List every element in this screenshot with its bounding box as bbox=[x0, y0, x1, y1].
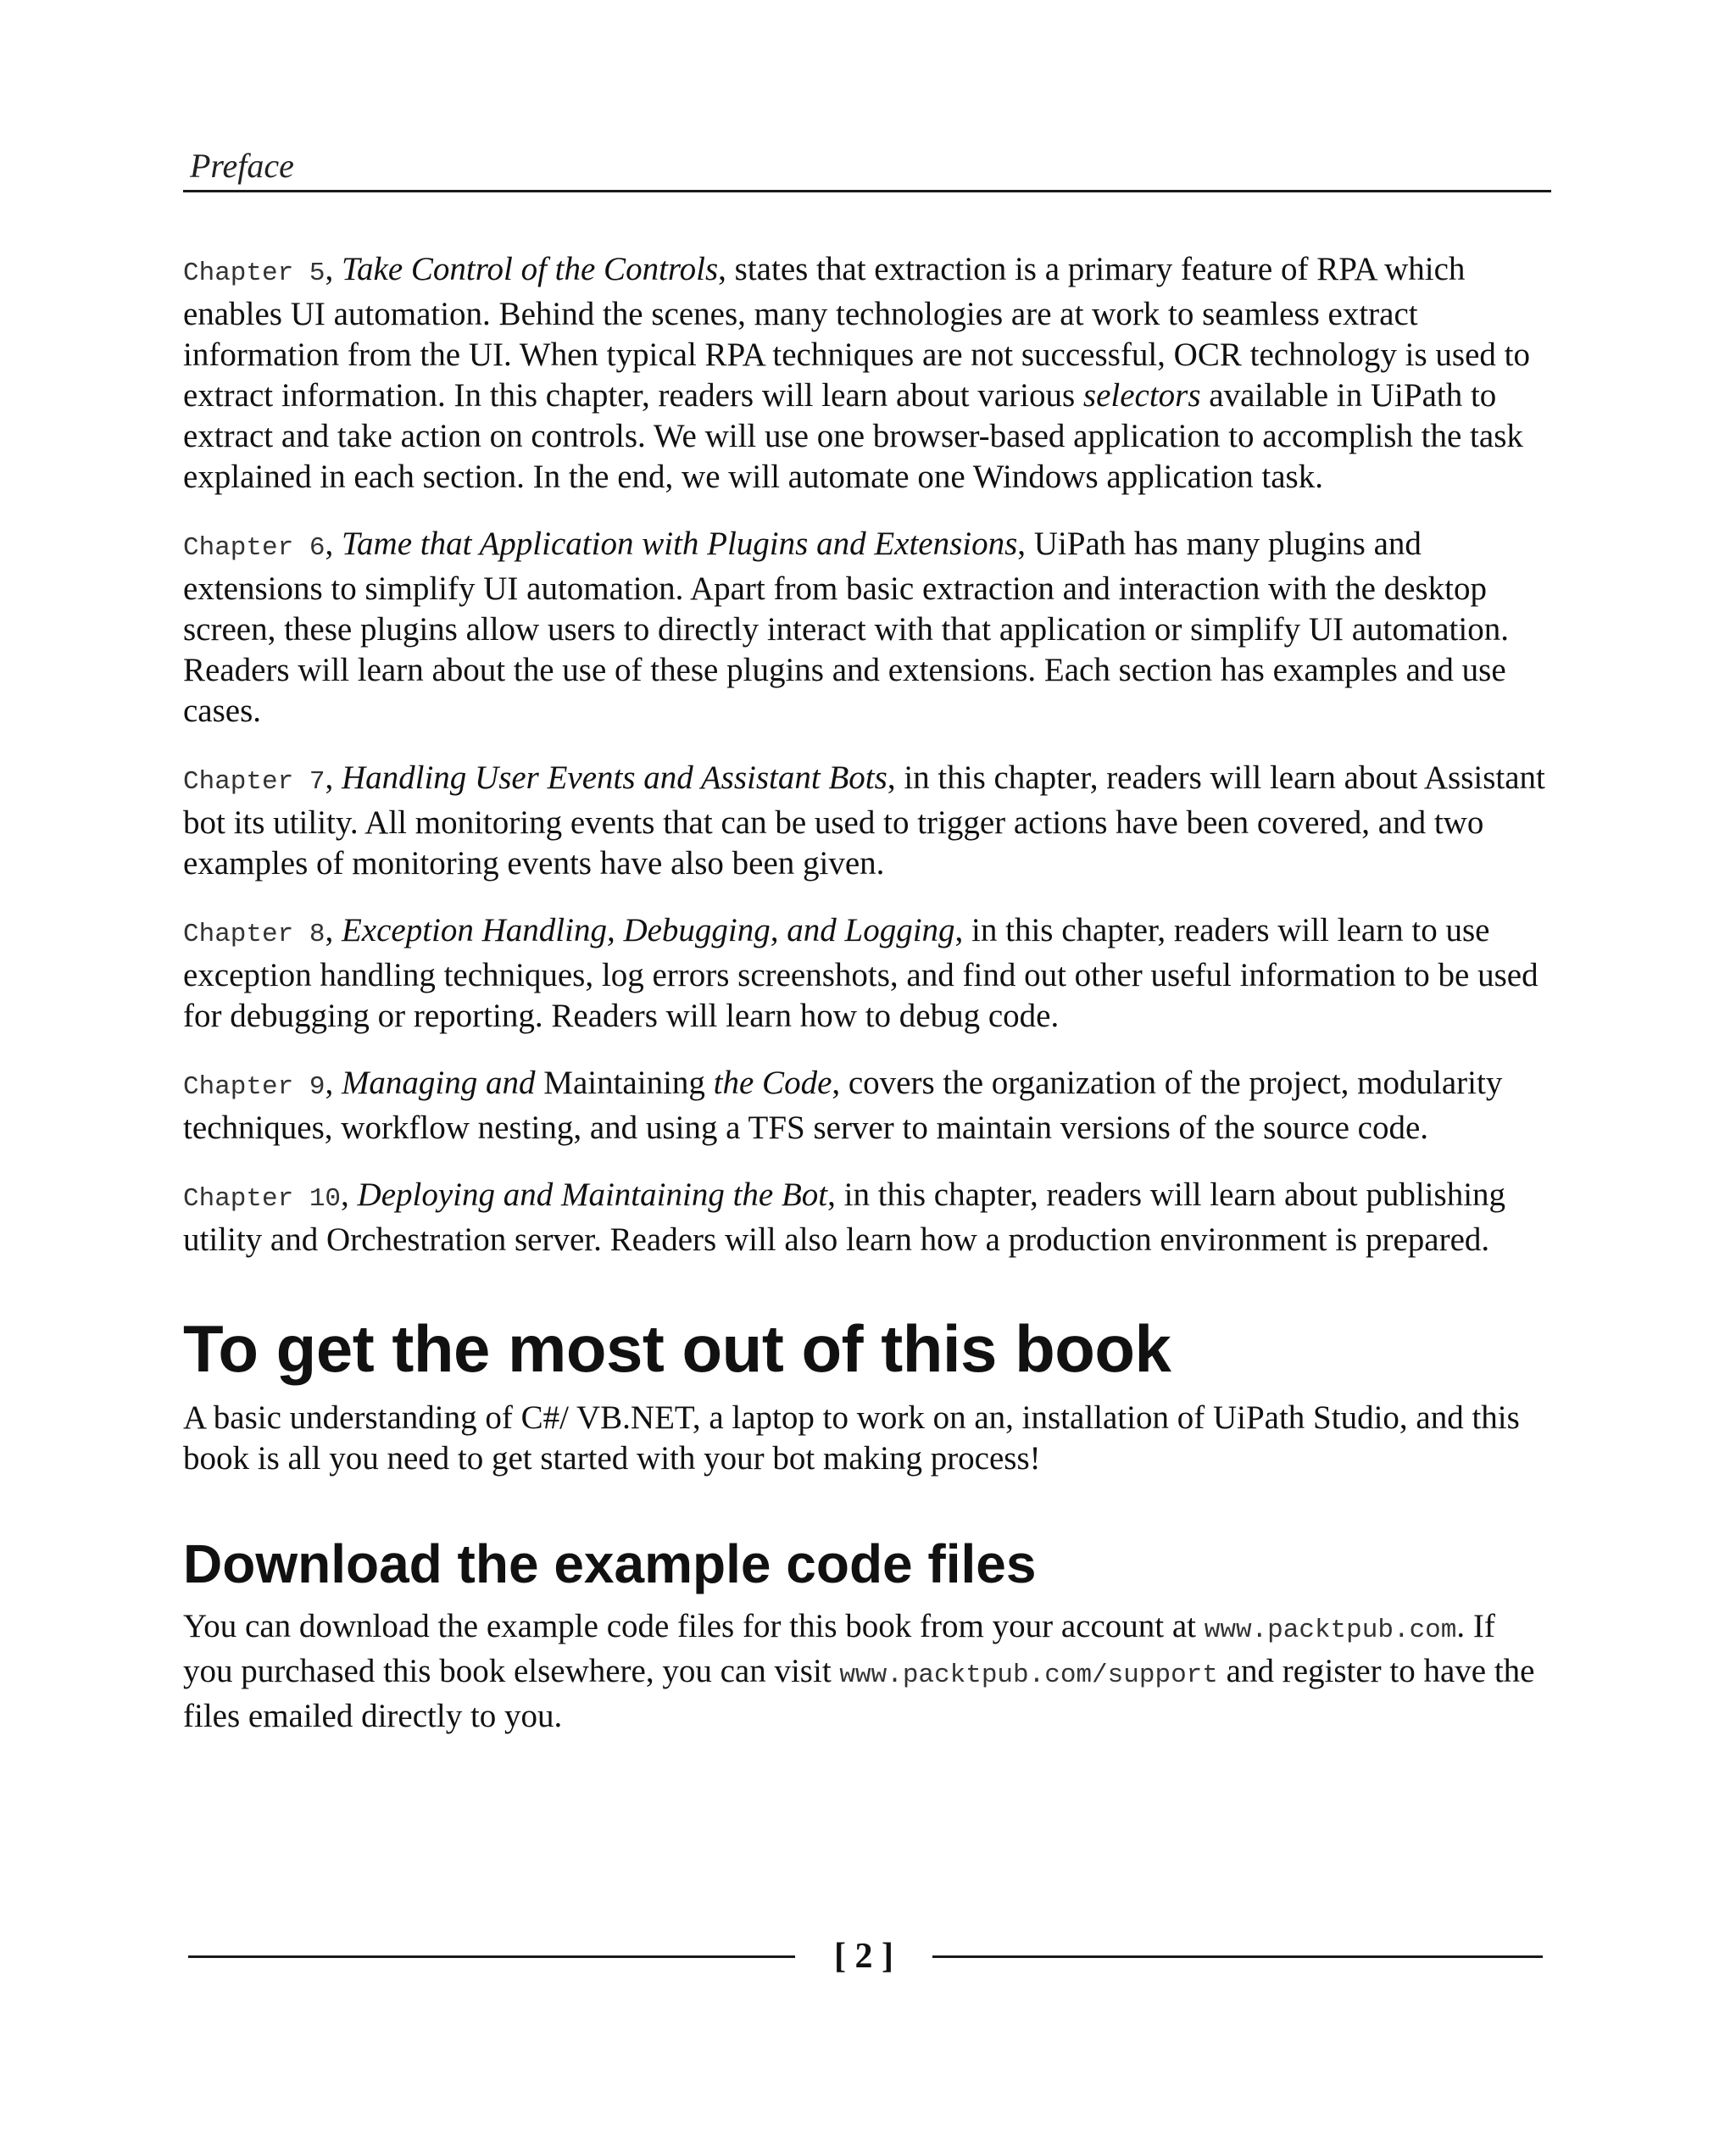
chapter-title-part-1: Managing and bbox=[341, 1065, 536, 1101]
packtpub-link[interactable]: www.packtpub.com bbox=[1204, 1616, 1457, 1645]
page-number: [ 2 ] bbox=[834, 1937, 893, 1976]
chapter-inline-emphasis: selectors bbox=[1082, 377, 1201, 414]
chapter-text: , in this chapter, readers will learn to use exception handling techniques, log errors screenshots, and find out other useful information to be used for debugging or reporting. Readers will learn how to debug code. bbox=[183, 912, 1538, 1034]
chapter-7-summary bbox=[183, 758, 1551, 884]
chapter-text: , in this chapter, readers will learn about publishing utility and Orchestration server. Readers will also learn how a production environment is prepared. bbox=[183, 1176, 1506, 1258]
chapter-code: Chapter 7 bbox=[183, 767, 326, 797]
comma: , bbox=[325, 251, 342, 287]
chapter-title: Handling User Events and Assistant Bots bbox=[341, 759, 887, 796]
section-heading-most-out: To get the most out of this book bbox=[183, 1311, 1171, 1386]
packtpub-support-link[interactable]: www.packtpub.com/support bbox=[839, 1660, 1218, 1690]
chapter-6-summary bbox=[183, 524, 1551, 731]
chapter-title: Exception Handling, Debugging, and Logging bbox=[341, 912, 955, 948]
download-text-1: You can download the example code files for this book from your account at bbox=[183, 1608, 1205, 1644]
chapter-title: Take Control of the Controls bbox=[341, 251, 719, 287]
section-body-most-out: A basic understanding of C#/ VB.NET, a laptop to work on an, installation of UiPath Studio, and this book is all you need to get started with your bot making process! bbox=[183, 1399, 1520, 1477]
section-heading-download: Download the example code files bbox=[183, 1533, 1037, 1594]
page-content bbox=[183, 249, 1551, 1737]
footer-rule-right bbox=[932, 1955, 1543, 1958]
chapter-code: Chapter 8 bbox=[183, 920, 326, 949]
page-footer bbox=[183, 1933, 1551, 1983]
chapter-text: , UiPath has many plugins and extensions to simplify UI automation. Apart from basic extraction and interaction with the desktop screen, these plugins allow users to directly interact with that application or simplify UI automation. Readers will learn about the use of these plugins and extensions. Each section has examples and use cases. bbox=[183, 526, 1509, 729]
chapter-title: Tame that Application with Plugins and Extensions bbox=[341, 526, 1018, 562]
download-text-3: and register to have the files emailed directly to you. bbox=[183, 1653, 1535, 1734]
chapter-10-summary bbox=[183, 1175, 1551, 1260]
running-header: Preface bbox=[190, 147, 294, 185]
chapter-5-summary bbox=[183, 249, 1551, 498]
section-body-download bbox=[183, 1606, 1551, 1737]
footer-rule-left bbox=[188, 1955, 795, 1958]
chapter-code: Chapter 5 bbox=[183, 259, 326, 288]
chapter-8-summary bbox=[183, 910, 1551, 1037]
chapter-text: , states that extraction is a primary feature of RPA which enables UI automation. Behind the scenes, many technologies are at work to seamless extract information from the UI. When typical RPA techniques are not successful, OCR technology is used to extract information. In this chapter, readers will learn about various bbox=[183, 251, 1530, 414]
header-rule bbox=[183, 190, 1551, 192]
comma: , bbox=[325, 912, 342, 948]
comma: , bbox=[325, 526, 342, 562]
chapter-title: Deploying and Maintaining the Bot bbox=[357, 1176, 828, 1213]
chapter-title-part-2: the Code bbox=[713, 1065, 832, 1101]
book-page bbox=[183, 0, 1551, 2136]
chapter-code: Chapter 6 bbox=[183, 533, 326, 563]
chapter-code: Chapter 10 bbox=[183, 1184, 342, 1214]
download-text-2: . If you purchased this book elsewhere, you can visit bbox=[183, 1608, 1495, 1689]
chapter-code: Chapter 9 bbox=[183, 1072, 326, 1102]
comma: , bbox=[341, 1176, 358, 1213]
chapter-text-continued: available in UiPath to extract and take action on controls. We will use one browser-based application to accomplish the task explained in each section. In the end, we will automate one Windows application task. bbox=[183, 377, 1523, 495]
chapter-text: , in this chapter, readers will learn about Assistant bot its utility. All monitoring events that can be used to trigger actions have been covered, and two examples of monitoring events have also been given. bbox=[183, 759, 1545, 882]
chapter-text: , covers the organization of the project, modularity techniques, workflow nesting, and using a TFS server to maintain versions of the source code. bbox=[183, 1065, 1503, 1146]
comma: , bbox=[325, 1065, 342, 1101]
chapter-title-plain: Maintaining bbox=[535, 1065, 714, 1101]
comma: , bbox=[325, 759, 342, 796]
chapter-9-summary bbox=[183, 1063, 1551, 1149]
